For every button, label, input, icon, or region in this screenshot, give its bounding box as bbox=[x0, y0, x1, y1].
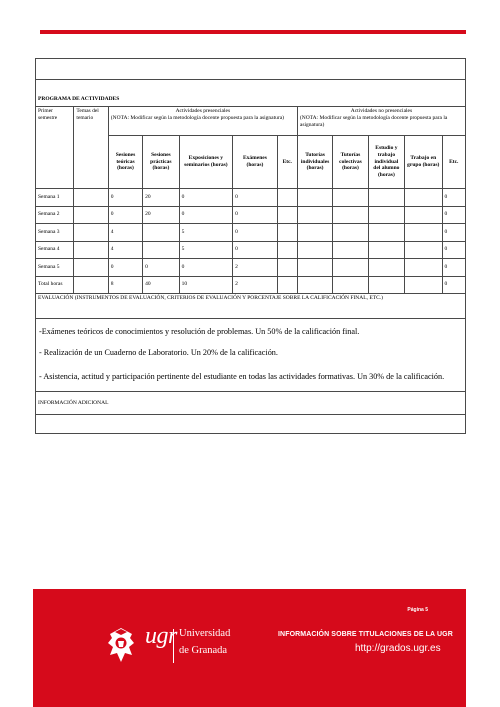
value-cell: 0 bbox=[233, 224, 278, 242]
additional-info-heading: INFORMACIÓN ADICIONAL bbox=[36, 392, 466, 415]
sub-header: Tutorías individuales (horas) bbox=[297, 136, 332, 189]
value-cell bbox=[368, 189, 404, 207]
additional-info-body bbox=[36, 415, 466, 434]
temas-cell bbox=[74, 259, 108, 277]
value-cell: 0 bbox=[108, 206, 142, 224]
table-row bbox=[36, 224, 466, 242]
logo-divider bbox=[173, 629, 174, 663]
value-cell: 2 bbox=[233, 259, 278, 277]
value-cell: 0 bbox=[442, 206, 466, 224]
table-row bbox=[36, 241, 466, 259]
value-cell bbox=[277, 241, 297, 259]
value-cell bbox=[405, 189, 442, 207]
value-cell: 0 bbox=[442, 189, 466, 207]
header-accent-bar bbox=[40, 30, 466, 34]
value-cell: 0 bbox=[442, 224, 466, 242]
value-cell: 40 bbox=[143, 276, 179, 294]
row-label: Semana 1 bbox=[36, 189, 74, 207]
footer-banner bbox=[33, 589, 466, 707]
value-cell bbox=[405, 224, 442, 242]
value-cell bbox=[297, 224, 332, 242]
sub-header: Sesiones teóricas (horas) bbox=[108, 136, 142, 189]
value-cell: 0 bbox=[442, 259, 466, 277]
university-name-line1: Universidad bbox=[179, 628, 231, 639]
temas-cell bbox=[74, 224, 108, 242]
value-cell bbox=[368, 241, 404, 259]
no-presencial-title: Actividades no presenciales bbox=[350, 108, 413, 114]
temas-header: Temas del temario bbox=[74, 107, 108, 189]
row-label: Semana 4 bbox=[36, 241, 74, 259]
sub-header: Etc. bbox=[442, 136, 466, 189]
value-cell bbox=[297, 276, 332, 294]
table-row bbox=[36, 259, 466, 277]
value-cell: 4 bbox=[108, 224, 142, 242]
spacer-row bbox=[36, 59, 466, 80]
section-title: PROGRAMA DE ACTIVIDADES bbox=[36, 80, 466, 107]
ugr-wordmark: ugr bbox=[145, 623, 177, 649]
temas-cell bbox=[74, 276, 108, 294]
value-cell: 20 bbox=[143, 189, 179, 207]
value-cell: 20 bbox=[143, 206, 179, 224]
value-cell bbox=[143, 224, 179, 242]
value-cell bbox=[277, 189, 297, 207]
value-cell: 5 bbox=[179, 224, 233, 242]
value-cell: 0 bbox=[179, 189, 233, 207]
page-number: Página 5 bbox=[407, 607, 428, 613]
value-cell bbox=[368, 206, 404, 224]
no-presencial-group-header bbox=[297, 107, 465, 136]
table-row bbox=[36, 206, 466, 224]
value-cell: 0 bbox=[233, 241, 278, 259]
value-cell bbox=[277, 206, 297, 224]
value-cell bbox=[333, 224, 368, 242]
value-cell bbox=[405, 276, 442, 294]
info-title: INFORMACIÓN SOBRE TITULACIONES DE LA UGR bbox=[278, 631, 453, 638]
value-cell: 0 bbox=[108, 189, 142, 207]
university-crest-icon bbox=[101, 625, 141, 665]
value-cell: 5 bbox=[179, 241, 233, 259]
value-cell bbox=[297, 259, 332, 277]
value-cell bbox=[368, 276, 404, 294]
value-cell bbox=[333, 276, 368, 294]
sub-header: Sesiones prácticas (horas) bbox=[143, 136, 179, 189]
value-cell bbox=[297, 189, 332, 207]
sub-header: Exposiciones y seminarios (horas) bbox=[179, 136, 233, 189]
value-cell bbox=[368, 259, 404, 277]
row-label: Total horas bbox=[36, 276, 74, 294]
value-cell: 0 bbox=[442, 241, 466, 259]
temas-cell bbox=[74, 189, 108, 207]
period-header: Primer semestre bbox=[36, 107, 74, 189]
value-cell bbox=[405, 241, 442, 259]
value-cell: 0 bbox=[108, 259, 142, 277]
university-name-line2: de Granada bbox=[179, 645, 228, 656]
info-url-link[interactable]: http://grados.ugr.es bbox=[355, 643, 441, 654]
evaluation-item: -Exámenes teóricos de conocimientos y resolución de problemas. Un 50% de la calificación final. bbox=[36, 319, 466, 343]
value-cell bbox=[277, 259, 297, 277]
value-cell bbox=[333, 259, 368, 277]
value-cell: 0 bbox=[442, 276, 466, 294]
value-cell bbox=[277, 276, 297, 294]
temas-cell bbox=[74, 241, 108, 259]
temas-cell bbox=[74, 206, 108, 224]
no-presencial-note: (NOTA: Modificar según la metodología docente propuesta para la asignatura) bbox=[299, 114, 448, 128]
row-label: Semana 5 bbox=[36, 259, 74, 277]
value-cell bbox=[368, 224, 404, 242]
value-cell: 4 bbox=[108, 241, 142, 259]
value-cell bbox=[333, 206, 368, 224]
value-cell: 2 bbox=[233, 276, 278, 294]
evaluation-item: - Asistencia, actitud y participación pertinente del estudiante en todas las actividades formativas. Un 30% de la calificación. bbox=[36, 363, 466, 392]
presencial-title: Actividades presenciales bbox=[175, 108, 231, 114]
value-cell: 0 bbox=[233, 206, 278, 224]
row-label: Semana 2 bbox=[36, 206, 74, 224]
value-cell: 8 bbox=[108, 276, 142, 294]
presencial-note: (NOTA: Modificar según la metodología docente propuesta para la asignatura) bbox=[110, 114, 285, 121]
value-cell bbox=[297, 241, 332, 259]
table-row-total bbox=[36, 276, 466, 294]
value-cell bbox=[405, 259, 442, 277]
value-cell bbox=[333, 241, 368, 259]
sub-header: Etc. bbox=[277, 136, 297, 189]
value-cell: 0 bbox=[179, 206, 233, 224]
activities-table bbox=[35, 58, 466, 434]
table-row bbox=[36, 189, 466, 207]
value-cell bbox=[143, 241, 179, 259]
value-cell bbox=[405, 206, 442, 224]
value-cell: 10 bbox=[179, 276, 233, 294]
value-cell bbox=[333, 189, 368, 207]
value-cell bbox=[297, 206, 332, 224]
sub-header: Trabajo en grupo (horas) bbox=[405, 136, 442, 189]
value-cell: 0 bbox=[143, 259, 179, 277]
sub-header: Estudio y trabajo individual del alumno (horas) bbox=[368, 136, 404, 189]
sub-header: Exámenes (horas) bbox=[233, 136, 278, 189]
evaluation-item: - Realización de un Cuaderno de Laboratorio. Un 20% de la calificación. bbox=[36, 342, 466, 363]
value-cell: 0 bbox=[179, 259, 233, 277]
value-cell bbox=[277, 224, 297, 242]
sub-header: Tutorías colectivas (horas) bbox=[333, 136, 368, 189]
value-cell: 0 bbox=[233, 189, 278, 207]
row-label: Semana 3 bbox=[36, 224, 74, 242]
presencial-group-header bbox=[108, 107, 297, 136]
evaluation-heading: EVALUACIÓN (INSTRUMENTOS DE EVALUACIÓN, CRITERIOS DE EVALUACIÓN Y PORCENTAJE SOBRE LA CALIFICACIÓN FINAL, ETC.) bbox=[36, 294, 466, 319]
